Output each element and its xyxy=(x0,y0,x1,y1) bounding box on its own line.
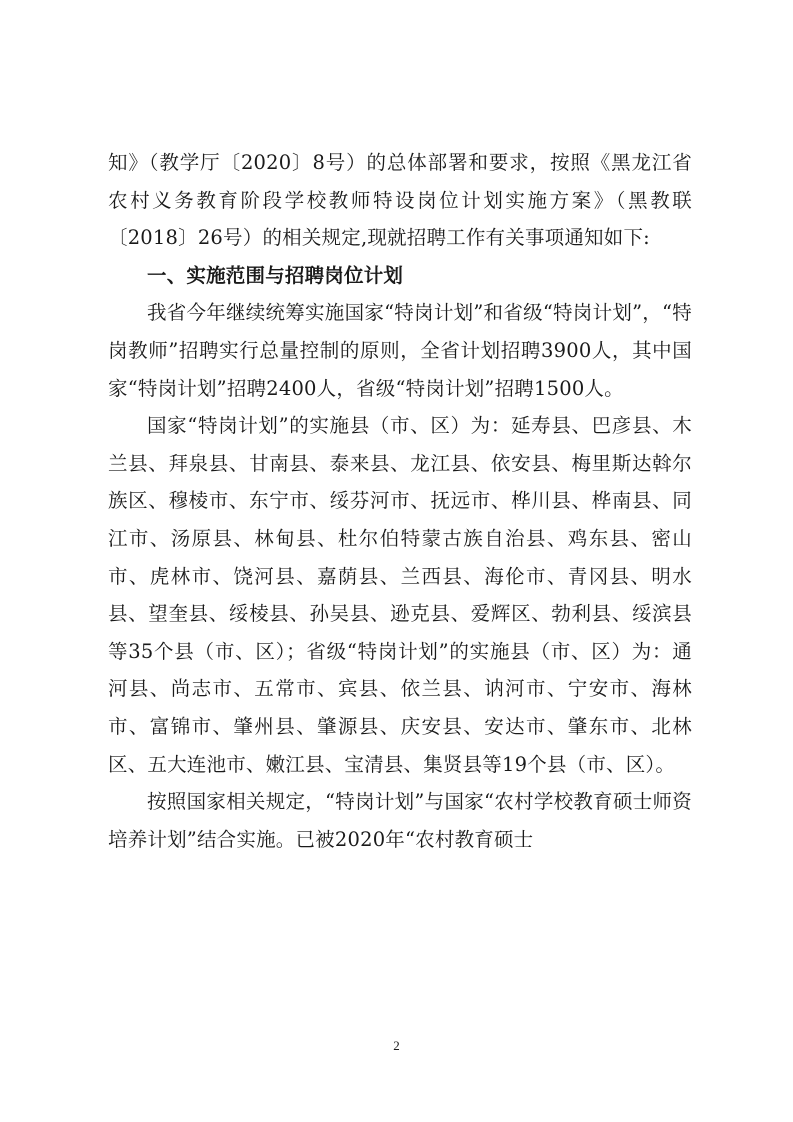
document-body xyxy=(108,144,692,858)
section-heading: 一、实施范围与招聘岗位计划 xyxy=(147,263,404,287)
paragraph-continued: 知》（教学厅〔2020〕8号）的总体部署和要求，按照《黑龙江省农村义务教育阶段学校教师特设岗位计划实施方案》（黑教联〔2018〕26号）的相关规定,现就招聘工作有关事项通知如下: xyxy=(108,151,692,250)
paragraph-plan-quota: 我省今年继续统筹实施国家“特岗计划”和省级“特岗计划”，“特岗教师”招聘实行总量控制的原则，全省计划招聘3900人，其中国家“特岗计划”招聘2400人，省级“特岗计划”招聘1500人。 xyxy=(108,301,692,400)
paragraph-master-program: 按照国家相关规定，“特岗计划”与国家“农村学校教育硕士师资培养计划”结合实施。已被2020年“农村教育硕士 xyxy=(108,790,692,851)
paragraph-county-list: 国家“特岗计划”的实施县（市、区）为：延寿县、巴彦县、木兰县、拜泉县、甘南县、泰来县、龙江县、依安县、梅里斯达斡尔族区、穆棱市、东宁市、绥芬河市、抚远市、桦川县、桦南县、同江市、汤原县、林甸县、杜尔伯特蒙古族自治县、鸡东县、密山市、虎林市、饶河县、嘉荫县、兰西县、海伦市、青冈县、明水县、望奎县、绥棱县、孙吴县、逊克县、爱辉区、勃利县、绥滨县等35个县（市、区）；省级“特岗计划”的实施县（市、区）为：通河县、尚志市、五常市、宾县、依兰县、讷河市、宁安市、海林市、富锦市、肇州县、肇源县、庆安县、安达市、肇东市、北林区、五大连池市、嫩江县、宝清县、集贤县等19个县（市、区）。 xyxy=(108,414,692,776)
page-number: 2 xyxy=(393,1038,400,1053)
